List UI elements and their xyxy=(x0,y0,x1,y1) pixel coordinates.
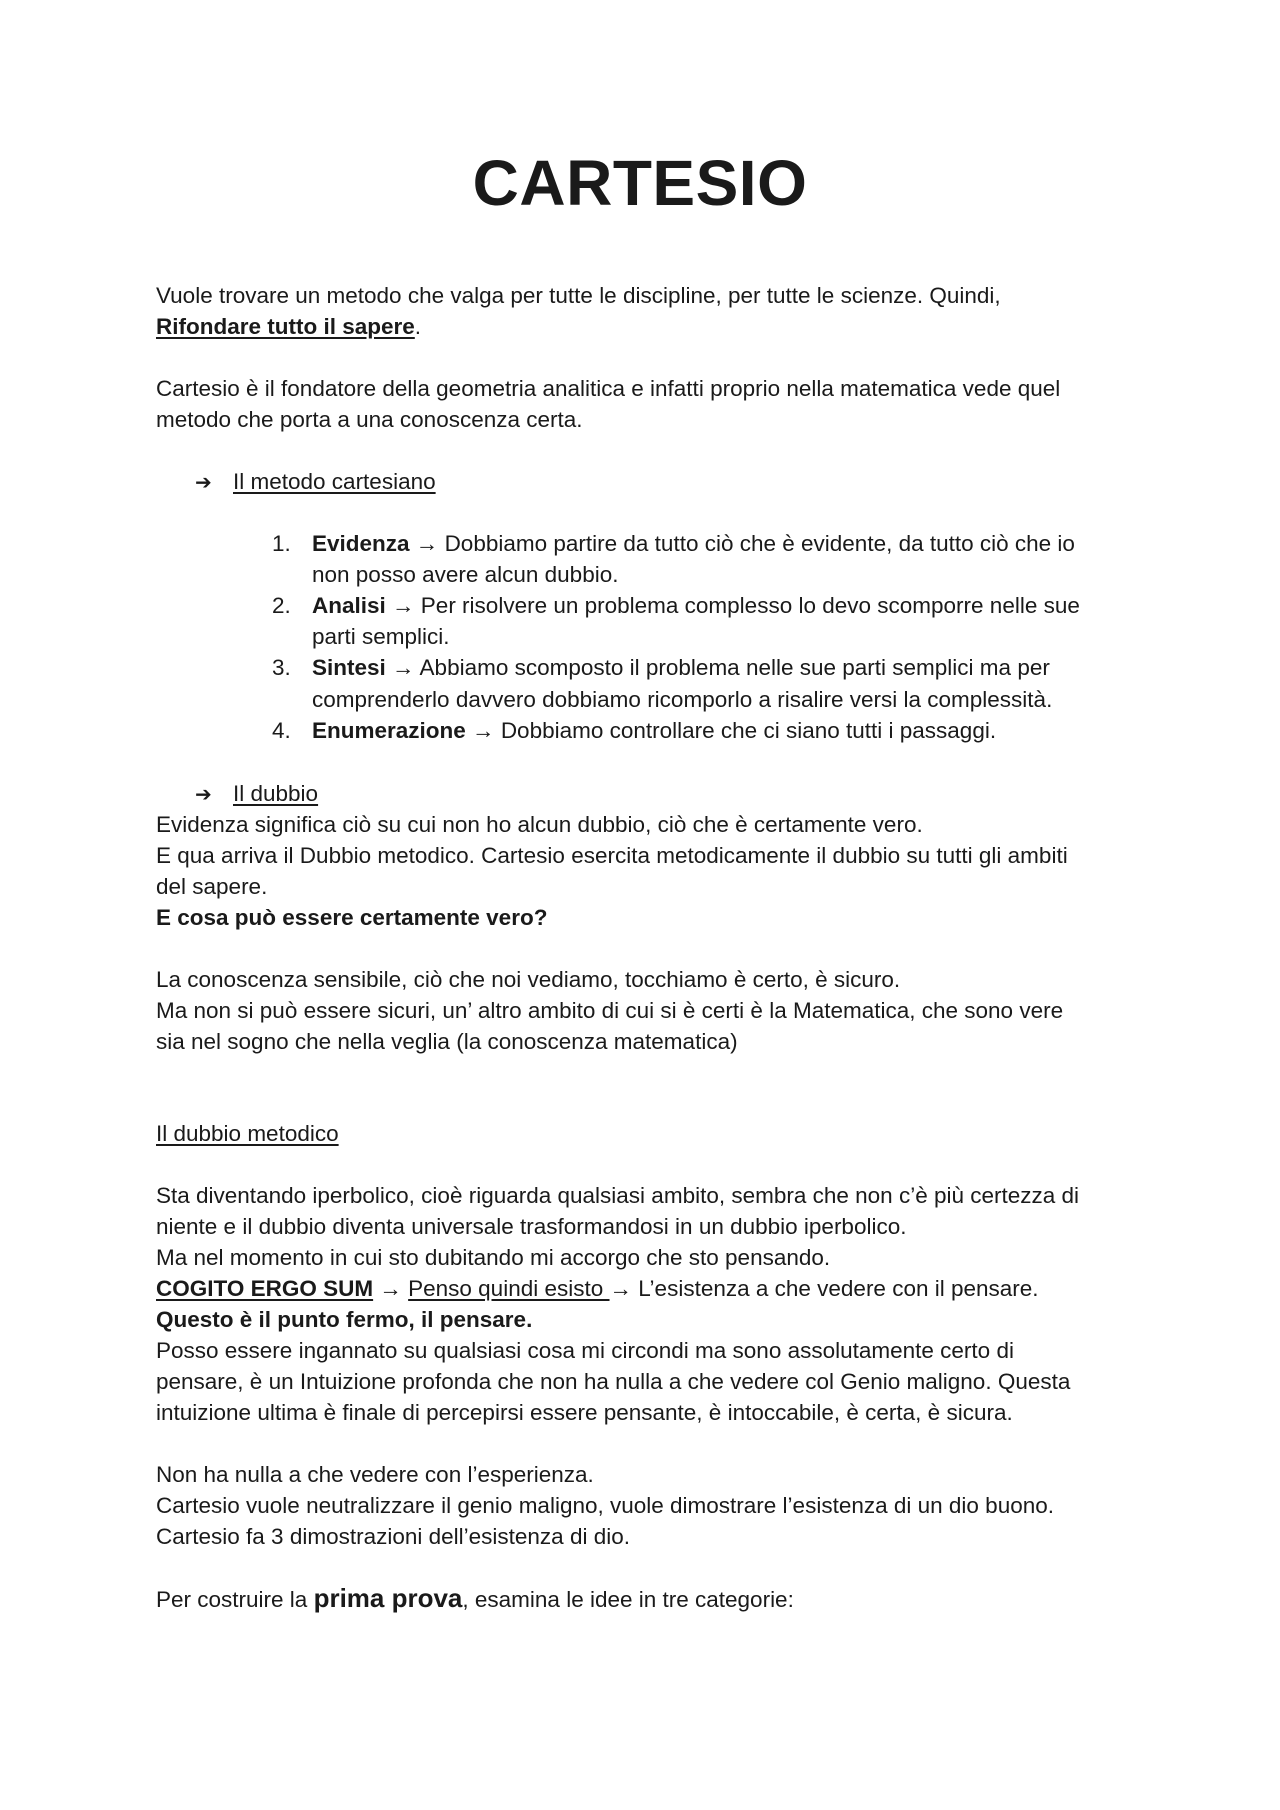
metodico-line-6: Posso essere ingannato su qualsiasi cosa mi circondi ma sono assolutamente certo di xyxy=(156,1338,1014,1363)
step-analisi xyxy=(312,590,1080,621)
prima-prova-after: , esamina le idee in tre categorie: xyxy=(462,1587,794,1612)
step-text: Dobbiamo controllare che ci siano tutti i passaggi. xyxy=(500,718,997,743)
step-term: Enumerazione xyxy=(312,718,466,743)
intro-line-2-end: . xyxy=(414,314,422,339)
cogito-ergo-sum: COGITO ERGO SUM xyxy=(156,1276,374,1301)
step-analisi-cont: parti semplici. xyxy=(312,624,450,649)
step-evidenza-cont: non posso avere alcun dubbio. xyxy=(312,562,619,587)
dubbio-metodico-heading: Il dubbio metodico xyxy=(156,1121,339,1146)
intro-line-1: Vuole trovare un metodo che valga per tutte le discipline, per tutte le scienze. Quindi, xyxy=(156,283,1001,308)
dubbio-line-2: E qua arriva il Dubbio metodico. Cartesio esercita metodicamente il dubbio su tutti gli ambiti xyxy=(156,843,1068,868)
step-number: 4. xyxy=(272,718,291,743)
metodo-heading xyxy=(195,466,436,499)
rifondare-highlight: Rifondare tutto il sapere xyxy=(156,314,415,339)
dubbio-heading xyxy=(195,778,318,811)
step-arrow: → xyxy=(385,655,420,680)
prima-prova-before: Per costruire la xyxy=(156,1587,314,1612)
step-text: Dobbiamo partire da tutto ciò che è evidente, da tutto ciò che io xyxy=(444,531,1075,556)
metodico-line-1: Sta diventando iperbolico, cioè riguarda qualsiasi ambito, sembra che non c’è più certezza di xyxy=(156,1183,1080,1208)
step-number: 3. xyxy=(272,655,291,680)
step-arrow: → xyxy=(465,718,501,743)
conoscenza-line-3: sia nel sogno che nella veglia (la conoscenza matematica) xyxy=(156,1029,738,1054)
metodo-heading-label: Il metodo cartesiano xyxy=(233,469,436,494)
arrow-bullet-icon: ➔ xyxy=(195,784,212,806)
esperienza-line-3: Cartesio fa 3 dimostrazioni dell’esistenza di dio. xyxy=(156,1524,630,1549)
arrow-bullet-icon: ➔ xyxy=(195,472,212,494)
step-number: 1. xyxy=(272,531,291,556)
metodico-line-3: Ma nel momento in cui sto dubitando mi accorgo che sto pensando. xyxy=(156,1245,831,1270)
metodico-line-2: niente e il dubbio diventa universale trasformandosi in un dubbio iperbolico. xyxy=(156,1214,907,1239)
step-sintesi-cont: comprenderlo davvero dobbiamo ricomporlo a risalire versi la complessità. xyxy=(312,687,1053,712)
dubbio-heading-label: Il dubbio xyxy=(233,781,319,806)
prima-prova-highlight: prima prova xyxy=(313,1583,463,1613)
cogito-arrow: → xyxy=(609,1276,639,1301)
step-text: Per risolvere un problema complesso lo devo scomporre nelle sue xyxy=(420,593,1080,618)
step-term: Sintesi xyxy=(312,655,386,680)
metodico-line-8: intuizione ultima è finale di percepirsi essere pensante, è intoccabile, è certa, è sicura. xyxy=(156,1400,1013,1425)
dubbio-question: E cosa può essere certamente vero? xyxy=(156,905,548,930)
step-text: Abbiamo scomposto il problema nelle sue parti semplici ma per xyxy=(419,655,1050,680)
geometria-line-2: metodo che porta a una conoscenza certa. xyxy=(156,407,583,432)
step-term: Evidenza xyxy=(312,531,410,556)
dubbio-line-1: Evidenza significa ciò su cui non ho alcun dubbio, ciò che è certamente vero. xyxy=(156,812,923,837)
step-term: Analisi xyxy=(312,593,386,618)
punto-fermo: Questo è il punto fermo, il pensare. xyxy=(156,1307,533,1332)
dubbio-line-3: del sapere. xyxy=(156,874,268,899)
prima-prova-line xyxy=(156,1583,794,1615)
geometria-line-1: Cartesio è il fondatore della geometria analitica e infatti proprio nella matematica vede quel xyxy=(156,376,1061,401)
metodico-line-7: pensare, è un Intuizione profonda che non ha nulla a che vedere col Genio maligno. Questa xyxy=(156,1369,1071,1394)
esperienza-line-2: Cartesio vuole neutralizzare il genio maligno, vuole dimostrare l’esistenza di un dio buono. xyxy=(156,1493,1055,1518)
step-number: 2. xyxy=(272,593,291,618)
cogito-arrow: → xyxy=(373,1276,409,1301)
page-title: CARTESIO xyxy=(472,147,808,219)
conoscenza-line-2: Ma non si può essere sicuri, un’ altro ambito di cui si è certi è la Matematica, che sono vere xyxy=(156,998,1064,1023)
cogito-rest: L’esistenza a che vedere con il pensare. xyxy=(638,1276,1039,1301)
esperienza-line-1: Non ha nulla a che vedere con l’esperienza. xyxy=(156,1462,594,1487)
cogito-line xyxy=(156,1273,1039,1304)
cogito-translation: Penso quindi esisto xyxy=(408,1276,610,1301)
step-arrow: → xyxy=(409,531,445,556)
step-sintesi xyxy=(312,652,1050,683)
step-arrow: → xyxy=(385,593,421,618)
conoscenza-line-1: La conoscenza sensibile, ciò che noi vediamo, tocchiamo è certo, è sicuro. xyxy=(156,967,901,992)
step-evidenza xyxy=(312,528,1075,559)
step-enumerazione xyxy=(312,715,996,746)
intro-line-2 xyxy=(156,311,421,342)
